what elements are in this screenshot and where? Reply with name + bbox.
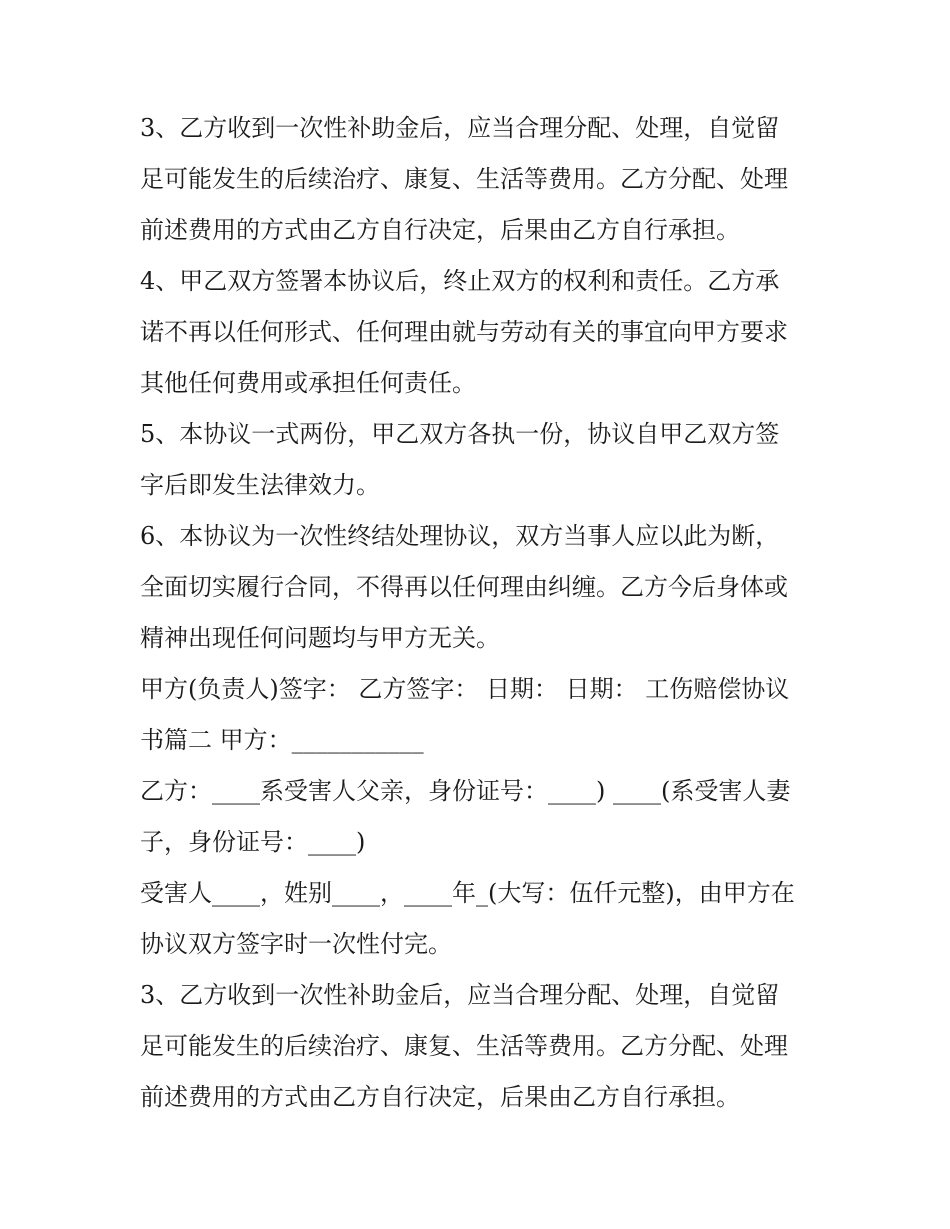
text-line: 5、本协议一式两份，甲乙双方各执一份，协议自甲乙双方签 <box>140 420 780 448</box>
document-body <box>140 103 820 1123</box>
text-line: 协议双方签字时一次性付完。 <box>140 930 452 958</box>
text-line: 6、本协议为一次性终结处理协议，双方当事人应以此为断， <box>140 522 780 550</box>
text-line: 字后即发生法律效力。 <box>140 471 380 499</box>
text-line: 乙方：____系受害人父亲，身份证号：____) ____(系受害人妻 <box>140 777 791 805</box>
text-line: 子，身份证号：____) <box>140 828 366 856</box>
text-line: 全面切实履行合同，不得再以任何理由纠缠。乙方今后身体或 <box>140 573 788 601</box>
text-line: 受害人____，姓别____，____年_(大写：伍仟元整)，由甲方在 <box>140 879 795 907</box>
text-line: 4、甲乙双方签署本协议后，终止双方的权利和责任。乙方承 <box>140 267 780 295</box>
text-line: 前述费用的方式由乙方自行决定，后果由乙方自行承担。 <box>140 216 740 244</box>
text-line: 前述费用的方式由乙方自行决定，后果由乙方自行承担。 <box>140 1083 740 1111</box>
text-line: 足可能发生的后续治疗、康复、生活等费用。乙方分配、处理 <box>140 1032 788 1060</box>
text-line: 3、乙方收到一次性补助金后，应当合理分配、处理，自觉留 <box>140 981 780 1009</box>
text-line: 精神出现任何问题均与甲方无关。 <box>140 624 500 652</box>
text-line: 甲方(负责人)签字： 乙方签字： 日期： 日期： 工伤赔偿协议 <box>140 675 790 703</box>
text-line: 书篇二 甲方：___________ <box>140 726 424 754</box>
text-line: 3、乙方收到一次性补助金后，应当合理分配、处理，自觉留 <box>140 114 780 142</box>
text-line: 足可能发生的后续治疗、康复、生活等费用。乙方分配、处理 <box>140 165 788 193</box>
text-line: 其他任何费用或承担任何责任。 <box>140 369 476 397</box>
text-line: 诺不再以任何形式、任何理由就与劳动有关的事宜向甲方要求 <box>140 318 788 346</box>
